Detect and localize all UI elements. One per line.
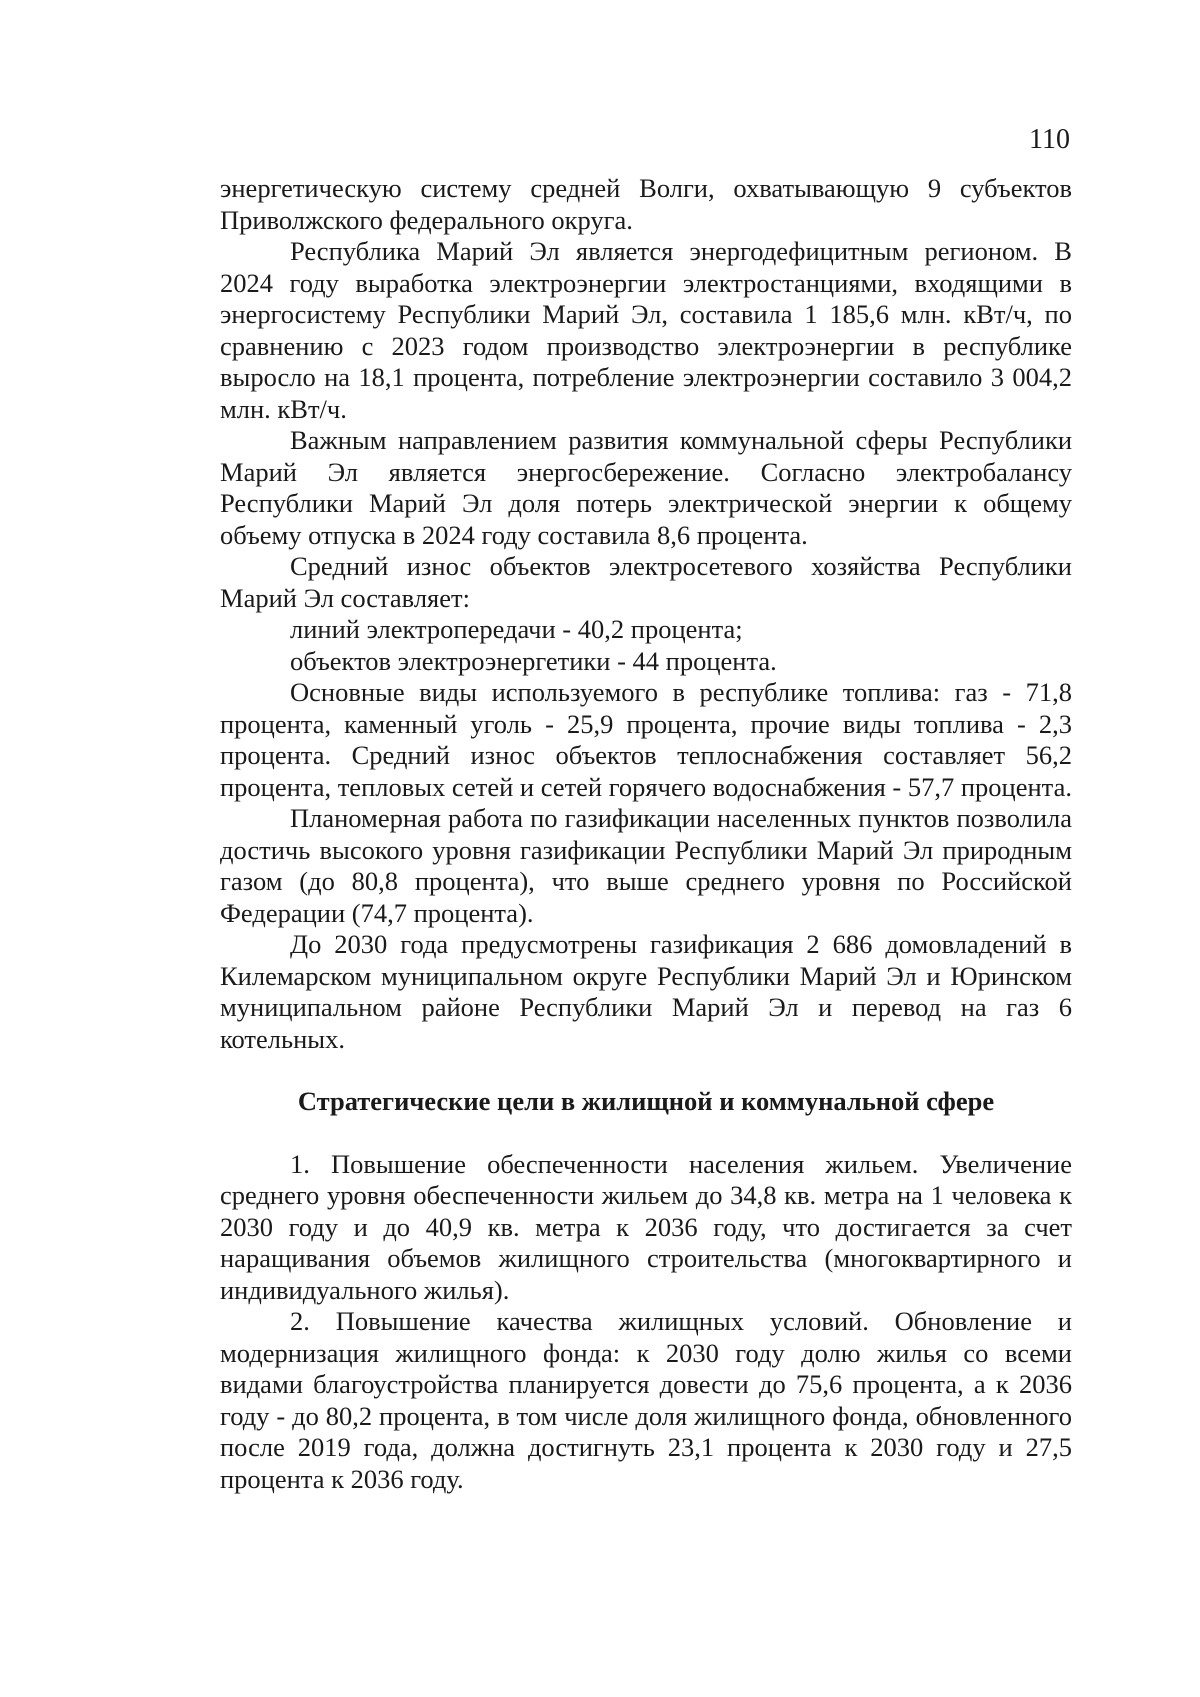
paragraph-energy-saving: Важным направлением развития коммунальной сферы Республики Марий Эл является энергосбережение. Согласно электробалансу Республики Марий Эл доля потерь электрической энергии к общему объему отпуска в 2024 году составила 8,6 процента. — [220, 425, 1072, 550]
paragraph-energy-system: энергетическую систему средней Волги, охватывающую 9 субъектов Приволжского федерального округа. — [220, 173, 1072, 235]
goal-housing-provision: 1. Повышение обеспеченности населения жильем. Увеличение среднего уровня обеспеченности жильем до 34,8 кв. метра на 1 человека к 2030 году и до 40,9 кв. метра к 2036 году, что достигается за счет наращивания объемов жилищного строительства (многоквартирного и индивидуального жилья). — [220, 1148, 1072, 1305]
section-heading: Стратегические цели в жилищной и коммунальной сфере — [297, 1086, 995, 1116]
goal-housing-quality: 2. Повышение качества жилищных условий. Обновление и модернизация жилищного фонда: к 2030 году долю жилья со всеми видами благоустройства планируется довести до 75,6 процента, а к 2036 году - до 80,2 процента, в том числе доля жилищного фонда, обновленного после 2019 года, должна достигнуть 23,1 процента к 2030 году и 27,5 процента к 2036 году. — [220, 1306, 1072, 1494]
paragraph-energy-deficit: Республика Марий Эл является энергодефицитным регионом. В 2024 году выработка электроэнергии электростанциями, входящими в энергосистему Республики Марий Эл, составила 1 185,6 млн. кВт/ч, по сравнению с 2023 годом производство электроэнергии в республике выросло на 18,1 процента, потребление электроэнергии составило 3 004,2 млн. кВт/ч. — [220, 236, 1072, 424]
paragraph-fuel-types: Основные виды используемого в республике топлива: газ - 71,8 процента, каменный уголь - 25,9 процента, прочие виды топлива - 2,3 процента. Средний износ объектов теплоснабжения составляет 56,2 процента, тепловых сетей и сетей горячего водоснабжения - 57,7 процента. — [220, 677, 1072, 802]
page-number: 110 — [1029, 124, 1070, 155]
paragraph-gasification-plans: До 2030 года предусмотрены газификация 2 686 домовладений в Килемарском муниципальном округе Республики Марий Эл и Юринском муниципальном районе Республики Марий Эл и перевод на газ 6 котельных. — [220, 929, 1072, 1054]
document-body — [220, 173, 1072, 1495]
paragraph-grid-wear: Средний износ объектов электросетевого хозяйства Республики Марий Эл составляет: — [220, 551, 1072, 613]
paragraph-gasification-level: Планомерная работа по газификации населенных пунктов позволила достичь высокого уровня газификации Республики Марий Эл природным газом (до 80,8 процента), что выше среднего уровня по Российской Федерации (74,7 процента). — [220, 803, 1072, 928]
list-item-power-lines: линий электропередачи - 40,2 процента; — [290, 614, 743, 644]
list-item-power-facilities: объектов электроэнергетики - 44 процента. — [290, 645, 777, 676]
